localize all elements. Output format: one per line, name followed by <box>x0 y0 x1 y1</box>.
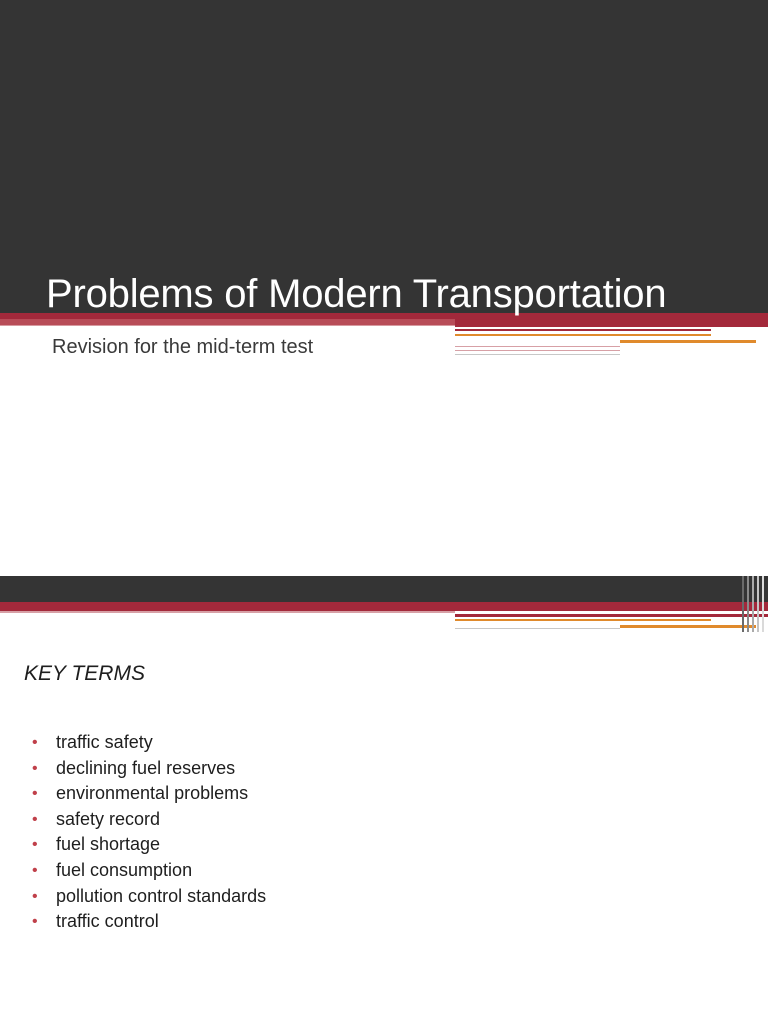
bullet-icon: • <box>32 734 38 751</box>
bullet-icon: • <box>32 810 38 828</box>
accent-stripe-orange <box>455 334 711 336</box>
corner-stripes <box>742 576 768 632</box>
accent-stripe-orange <box>620 625 756 628</box>
term-text: safety record <box>56 808 161 829</box>
title-banner <box>0 0 768 313</box>
accent-stripe-red <box>0 602 768 611</box>
accent-stripe-thin <box>455 329 711 331</box>
key-terms-slide <box>0 576 768 1024</box>
accent-stripe-thin <box>455 628 620 629</box>
accent-stripe-thin <box>0 325 455 326</box>
accent-stripe-thin <box>455 346 620 347</box>
section-heading: KEY TERMS <box>24 662 145 685</box>
bullet-icon: • <box>32 887 38 905</box>
bullet-icon: • <box>32 836 38 854</box>
term-text: fuel shortage <box>56 834 161 855</box>
accent-stripe-block <box>455 614 768 617</box>
accent-stripe-thin <box>455 354 620 355</box>
accent-stripe-thin <box>0 611 455 613</box>
accent-stripe-thin <box>455 350 620 351</box>
header-banner <box>0 576 768 602</box>
accent-stripe-block <box>455 319 768 327</box>
slide-title: Problems of Modern Transportation <box>46 272 667 316</box>
term-text: environmental problems <box>56 783 249 804</box>
term-text: pollution control standards <box>56 885 267 906</box>
bullet-icon: • <box>32 861 38 879</box>
term-text: traffic control <box>56 911 159 932</box>
bullet-icon: • <box>32 785 38 803</box>
accent-stripe-orange <box>620 340 756 343</box>
term-text: traffic safety <box>56 732 153 752</box>
slide-subtitle: Revision for the mid-term test <box>52 336 314 358</box>
term-text: declining fuel reserves <box>56 757 236 778</box>
bullet-icon: • <box>32 759 38 777</box>
bullet-icon: • <box>32 913 38 931</box>
accent-stripe-orange <box>455 619 711 621</box>
term-text: fuel consumption <box>56 859 193 880</box>
